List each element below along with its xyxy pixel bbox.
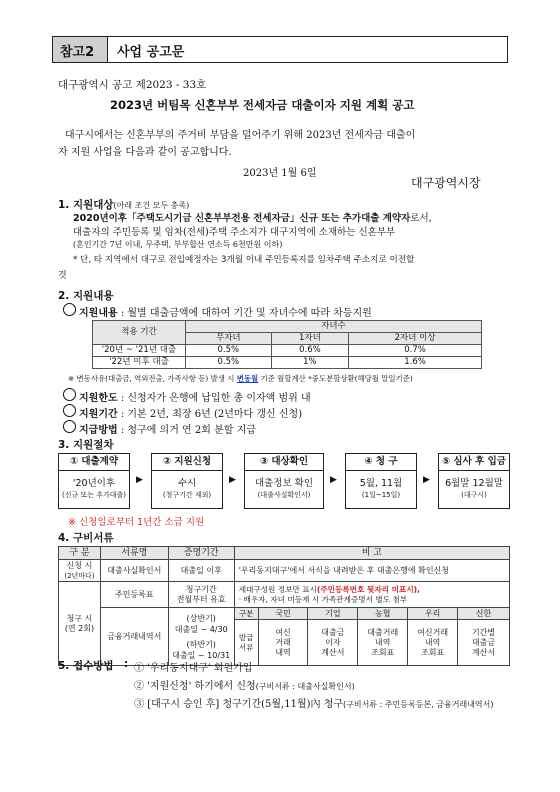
r3-bank-header: 구분 (234, 608, 258, 620)
step-line-1: 5월, 11월 (359, 478, 403, 489)
s1-line-1 (73, 210, 432, 224)
r3-bank: 농협 (358, 608, 408, 620)
r3-p1: (상반기) (186, 613, 216, 623)
r3-bank-doc: 내역 (375, 637, 391, 647)
header-tag-label: 참고2 (60, 45, 95, 60)
s5-item-text: '지원신청' 하기에서 신청 (147, 681, 256, 692)
r3-issue: 발급 (238, 632, 254, 642)
s2-method-label: 지급방법 (79, 425, 118, 436)
r3-bank-doc: 조회표 (421, 647, 445, 657)
s2-period-label: 지원기간 (79, 409, 118, 420)
s3-heading: 3. 지원절차 (58, 439, 114, 451)
rate-value: 0.5% (186, 357, 272, 369)
s1-line-3: (혼인기간 7년 이내, 무주택, 부부합산 연소득 6천만원 이하) (73, 240, 283, 249)
r3-bank-doc: 기간별 (471, 627, 496, 637)
circle-bullet-icon (63, 404, 76, 417)
r3-bank-doc: 내역 (424, 637, 441, 647)
rate-value: 0.5% (186, 345, 272, 357)
arrow-right-icon: ▶ (330, 475, 337, 485)
rate-period-header: 적용 기간 (93, 321, 186, 345)
r3-p2: 대출일 ~ 4/30 (174, 624, 228, 634)
r3-issue: 서류 (238, 642, 254, 652)
table-row (59, 582, 510, 608)
s1-line-1b: 로서, (410, 213, 432, 224)
s2-limit-line (63, 388, 311, 404)
doc-header: 증명기간 (168, 547, 234, 560)
r2-period2: 전월부터 유효 (176, 594, 226, 604)
s2-limit-label: 지원한도 (79, 393, 118, 404)
s5-item-small: (구비서류 : 대출사실확인서) (255, 682, 355, 691)
step-box (151, 453, 223, 509)
step-line-1: 대출정보 확인 (254, 478, 314, 489)
r2-cat1: 청구 시 (66, 613, 93, 623)
step-number: ⑤ (442, 456, 451, 467)
s1-line-1a: 2020년이후「주택도시기금 신혼부부전용 전세자금」신규 또는 추가대출 계약자 (73, 213, 411, 224)
s5-item (134, 677, 355, 692)
rate-col-header: 무자녀 (186, 333, 272, 345)
arrow-right-icon: ▶ (423, 475, 430, 485)
s5-colon: : (124, 658, 129, 670)
rate-value: 0.6% (271, 345, 349, 357)
step-number: ④ (364, 456, 373, 467)
s2-heading: 2. 지원내용 (58, 290, 114, 302)
s5-item-number: ③ (134, 699, 144, 710)
r3-bank: 기업 (308, 608, 358, 620)
r3-bank: 신한 (458, 608, 510, 620)
s3-note: ※ 신청일로부터 1년간 소급 지원 (68, 517, 205, 528)
s2-method-line (63, 420, 256, 436)
r2-cat2: (연 2회) (64, 623, 95, 633)
r3-bank-doc: 대출금 (471, 637, 496, 647)
step-box (345, 453, 417, 509)
circle-bullet-icon (63, 388, 76, 401)
r3-bank-doc: 여신 (275, 627, 291, 637)
s2-note-tail: *중도분할상환(해당월 말일기준) (308, 374, 413, 383)
s1-line-2: 대출자의 주민등록 및 임차(전세)주택 주소지가 대구지역에 소재하는 신혼부부 (73, 227, 396, 238)
notice-issuer: 대구광역시장 (411, 176, 481, 190)
s1-heading-note: (아래 조건 모두 충족) (113, 201, 190, 210)
s2-period-text: : 기본 2년, 최장 6년 (2년마다 갱신 신청) (120, 409, 303, 420)
r3-bank-doc: 대출거래 (367, 627, 399, 637)
r3-p3: (하반기) (186, 639, 216, 649)
circle-bullet-icon (63, 420, 76, 433)
s1-line-5: 것 (58, 271, 67, 281)
r1-doc: 대출사실확인서 (100, 560, 168, 582)
r3-bank: 우리 (408, 608, 458, 620)
rate-children-header: 자녀수 (186, 321, 482, 333)
step-line-1: 6월말 12월말 (445, 478, 503, 489)
step-title: 지원신청 (174, 456, 212, 467)
s5-item-number: ② (134, 681, 144, 692)
step-title: 심사 후 입금 (453, 456, 506, 467)
s2-note (68, 373, 413, 384)
r3-bank-doc: 여신거래 (417, 627, 449, 637)
s2-period-line (63, 404, 302, 420)
table-row (93, 357, 482, 369)
s2-limit-text: : 신청자가 은행에 납입한 총 이자액 범위 내 (120, 393, 311, 404)
s2-content-line (63, 303, 372, 319)
r3-bank: 국민 (258, 608, 308, 620)
step-line-1: '20년이후 (72, 478, 116, 489)
doc-header: 서류명 (100, 547, 168, 560)
r2-note2: · 배우자, 자녀 미등재 시 가족관계증명서 별도 첨부 (238, 594, 408, 604)
step-number: ① (69, 456, 78, 467)
s5-item-text: '우리동지대구' 회원가입 (147, 663, 253, 674)
step-line-2: (청구기간 제외) (162, 491, 212, 499)
rate-value: 1% (271, 357, 349, 369)
arrow-right-icon: ▶ (229, 475, 236, 485)
r3-bank-doc: 내역 (275, 647, 291, 657)
doc-header: 구 분 (59, 547, 101, 560)
s5-heading: 5. 접수방법 (58, 660, 114, 672)
s2-content-label: 지원내용 (79, 308, 118, 319)
r1-note: '우리동지대구'에서 서식을 내려받은 후 대출은행에 확인신청 (234, 560, 509, 582)
r2-period1: 청구기간 (185, 584, 217, 594)
rate-col-header: 1자녀 (271, 333, 349, 345)
step-line-2: (1일~15일) (361, 491, 401, 499)
r1-cat1: 신청 시 (66, 560, 93, 570)
step-box (438, 453, 510, 509)
rate-value: 0.7% (349, 345, 482, 357)
step-line-2: (대출사실확인서) (257, 491, 311, 499)
doc-header: 비 고 (234, 547, 509, 560)
s5-item-number: ① (134, 663, 144, 674)
rate-value: 1.6% (349, 357, 482, 369)
s2-method-text: : 청구에 의거 연 2회 분할 지급 (120, 425, 256, 436)
step-line-2: (대구시) (461, 491, 487, 499)
step-line-2: (신규 또는 추가대출) (61, 491, 126, 499)
notice-title: 2023년 버팀목 신혼부부 전세자금 대출이자 지원 계획 공고 (110, 98, 415, 112)
r3-bank-doc: 거래 (275, 637, 291, 647)
r3-bank-doc: 계산서 (471, 647, 496, 657)
step-number: ③ (259, 456, 268, 467)
documents-table (58, 546, 510, 666)
s5-item-text: [대구시 승인 후] 청구기간(5월,11월)內 청구 (147, 699, 344, 710)
s2-note-link[interactable]: 변동월 (236, 374, 259, 383)
rate-table (92, 320, 482, 369)
r3-bank-doc: 이자 (325, 637, 341, 647)
intro-line-2: 자 지원 사업을 다음과 같이 공고합니다. (58, 147, 232, 158)
r3-p4: 대출일 ~ 10/31 (172, 650, 231, 660)
s5-item (134, 659, 252, 674)
r2-doc: 주민등록표 (100, 582, 168, 608)
table-row (59, 608, 510, 620)
r2-note1-red: (주민등록번호 뒷자리 미표시), (316, 584, 421, 594)
s2-content-text: : 월별 대출금액에 대하여 기간 및 자녀수에 따라 차등지원 (120, 308, 372, 319)
step-line-1: 수시 (177, 478, 197, 489)
step-box (58, 453, 130, 509)
arrow-right-icon: ▶ (136, 475, 143, 485)
header-title: 사업 공고문 (117, 45, 185, 60)
r3-bank-doc: 대출금 (321, 627, 345, 637)
s2-note-post: 기준 월할계산 (260, 374, 306, 383)
table-row (59, 560, 510, 582)
step-number: ② (162, 456, 171, 467)
r3-bank-doc: 조회표 (371, 647, 395, 657)
circle-bullet-icon (63, 303, 76, 316)
notice-date: 2023년 1월 6일 (243, 168, 317, 179)
r2-note1-pre: 세대구성원 정보만 표시 (238, 584, 317, 594)
r1-cat2: (2년마다) (64, 571, 95, 580)
r3-bank-doc: 계산서 (321, 647, 345, 657)
s4-heading: 4. 구비서류 (58, 532, 114, 544)
s1-heading: 1. 지원대상 (58, 199, 114, 211)
rate-period: '22년 이후 대출 (93, 357, 186, 369)
step-title: 대출계약 (81, 456, 119, 467)
notice-number: 대구광역시 공고 제2023 - 33호 (58, 79, 207, 91)
s5-item (134, 695, 494, 710)
rate-col-header: 2자녀 이상 (349, 333, 482, 345)
step-box (244, 453, 324, 509)
r1-period: 대출일 이후 (168, 560, 234, 582)
step-title: 대상확인 (271, 456, 309, 467)
s2-note-pre: ※ 변동사유(대출금, 역외전출, 가족사항 등) 발생 시 (68, 374, 235, 383)
rate-period: '20년 ~ '21년 대출 (93, 345, 186, 357)
r3-doc: 금융거래내역서 (100, 608, 168, 666)
s5-item-small: (구비서류 : 주민등록등본, 금융거래내역서) (343, 700, 494, 709)
step-title: 청 구 (375, 456, 398, 467)
s1-line-4: * 단, 타 지역에서 대구로 전입예정자는 3개월 이내 주민등록지를 임차주택 주소지로 이전할 (73, 255, 415, 265)
intro-line-1: 대구시에서는 신혼부부의 주거비 부담을 덜어주기 위해 2023년 전세자금 대출이 (65, 130, 416, 141)
table-row (93, 345, 482, 357)
